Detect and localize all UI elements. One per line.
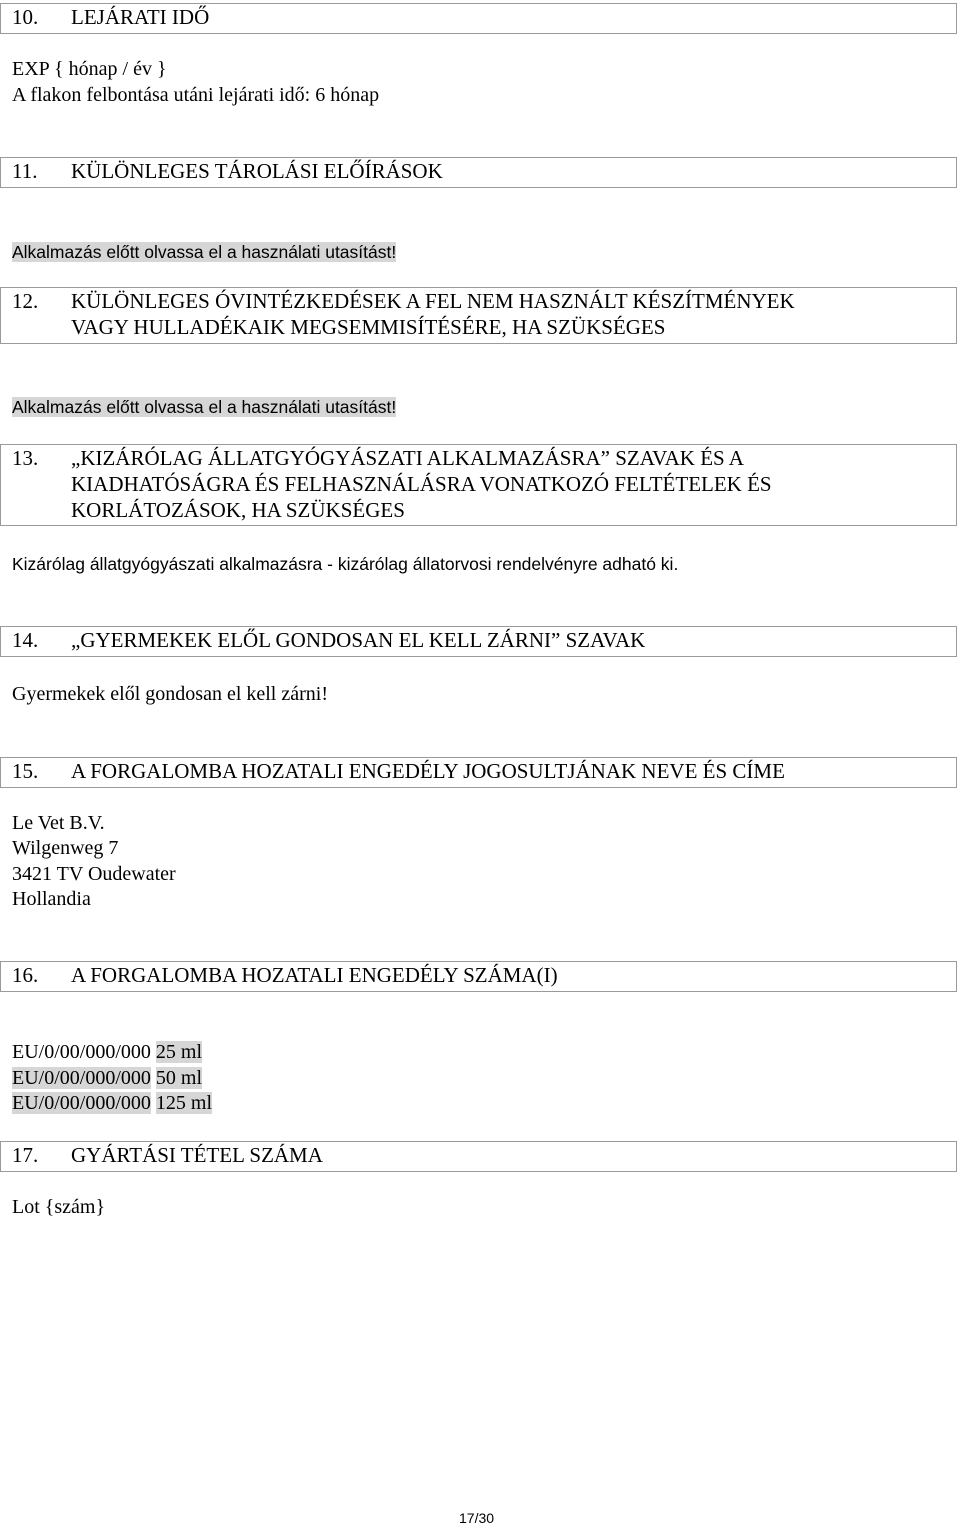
- section-number: 16.: [12, 963, 39, 987]
- section-12-heading: [0, 287, 957, 344]
- section-16-heading: [0, 961, 957, 992]
- vet-use-text: Kizárólag állatgyógyászati alkalmazásra - kizárólag állatorvosi rendelvényre adható ki.: [12, 554, 679, 574]
- section-title: KÜLÖNLEGES ÓVINTÉZKEDÉSEK A FEL NEM HASZNÁLT KÉSZÍTMÉNYEK VAGY HULLADÉKAIK MEGSEMMISÍTÉSÉRE, HA SZÜKSÉGES: [71, 289, 795, 339]
- holder-street: Wilgenweg 7: [12, 837, 119, 859]
- section-15-heading: [0, 757, 957, 788]
- ma-number-code: EU/0/00/000/000: [12, 1091, 151, 1114]
- holder-name: Le Vet B.V.: [12, 812, 105, 834]
- page-number: 17/30: [459, 1510, 495, 1526]
- children-text: Gyermekek elől gondosan el kell zárni!: [12, 683, 328, 705]
- section-title: „GYERMEKEK ELŐL GONDOSAN EL KELL ZÁRNI” SZAVAK: [71, 628, 646, 652]
- section-title: A FORGALOMBA HOZATALI ENGEDÉLY SZÁMA(I): [71, 963, 558, 987]
- ma-number-code: EU/0/00/000/000: [12, 1066, 151, 1089]
- section-title: „KIZÁRÓLAG ÁLLATGYÓGYÁSZATI ALKALMAZÁSRA” SZAVAK ÉS A KIADHATÓSÁGRA ÉS FELHASZNÁLÁSRA VONATKOZÓ FELTÉTELEK ÉS KORLÁTOZÁSOK, HA SZÜKSÉGES: [71, 446, 772, 522]
- section-number: 10.: [12, 5, 39, 29]
- ma-number-size: 50 ml: [155, 1066, 203, 1089]
- section-number: 17.: [12, 1143, 39, 1167]
- holder-country: Hollandia: [12, 888, 91, 910]
- section-number: 12.: [12, 289, 39, 313]
- section-number: 11.: [12, 159, 38, 183]
- ma-number-size: 125 ml: [155, 1091, 213, 1114]
- ma-number-row: [12, 1065, 212, 1116]
- section-10-heading: [0, 3, 957, 34]
- section-11-heading: [0, 157, 957, 188]
- section-number: 14.: [12, 628, 39, 652]
- section-13-heading: [0, 444, 957, 526]
- section-number: 15.: [12, 759, 39, 783]
- expiry-line-1: EXP { hónap / év }: [12, 58, 167, 80]
- section-title: A FORGALOMBA HOZATALI ENGEDÉLY JOGOSULTJÁNAK NEVE ÉS CÍME: [71, 759, 785, 783]
- disposal-text-line: [12, 369, 396, 420]
- lot-text: Lot {szám}: [12, 1196, 106, 1218]
- section-number: 13.: [12, 446, 39, 470]
- section-title: KÜLÖNLEGES TÁROLÁSI ELŐÍRÁSOK: [71, 159, 443, 183]
- section-title: GYÁRTÁSI TÉTEL SZÁMA: [71, 1143, 323, 1167]
- ma-number-code: EU/0/00/000/000: [12, 1040, 151, 1063]
- storage-text: Alkalmazás előtt olvassa el a használati utasítást!: [12, 241, 397, 262]
- ma-number-size: 25 ml: [155, 1040, 203, 1063]
- expiry-line-2: A flakon felbontása utáni lejárati idő: 6 hónap: [12, 84, 380, 106]
- section-17-heading: [0, 1141, 957, 1172]
- holder-city: 3421 TV Oudewater: [12, 863, 176, 885]
- disposal-text: Alkalmazás előtt olvassa el a használati utasítást!: [12, 396, 397, 417]
- section-title: LEJÁRATI IDŐ: [71, 5, 210, 29]
- storage-text-line: [12, 214, 396, 265]
- section-14-heading: [0, 626, 957, 657]
